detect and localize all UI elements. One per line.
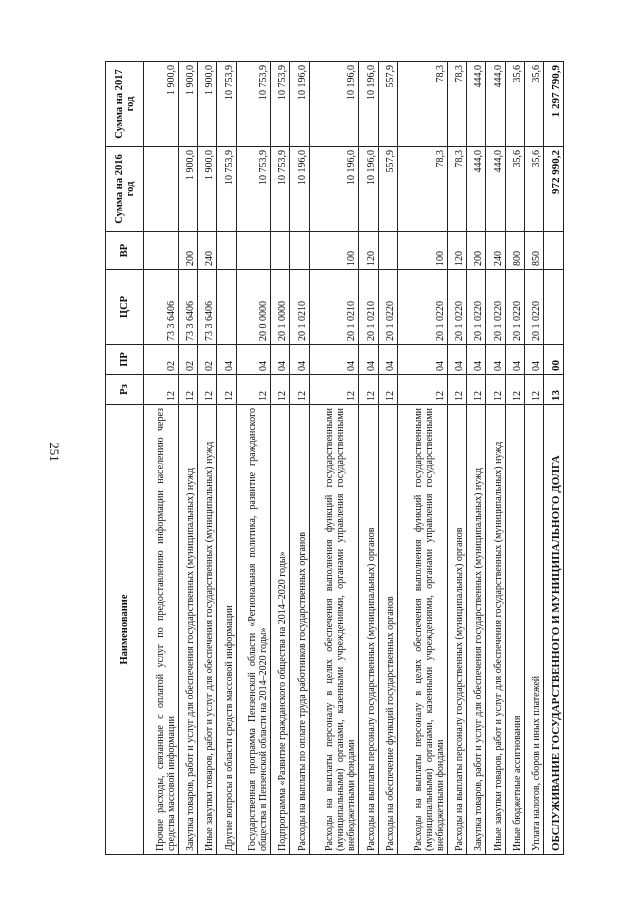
cell-sum-2016 <box>144 147 179 232</box>
cell-pr: 04 <box>236 345 271 375</box>
cell-csr <box>217 270 236 345</box>
cell-sum-2017: 10 753,9 <box>236 62 271 147</box>
table-row <box>236 62 271 855</box>
header-csr: ЦСР <box>106 270 144 345</box>
cell-sum-2017: 1 900,0 <box>197 62 216 147</box>
cell-pr: 04 <box>359 345 378 375</box>
table-row <box>525 62 544 855</box>
cell-name: Закупка товаров, работ и услуг для обеспечения государственных (муниципальных) нужд <box>467 405 486 855</box>
cell-csr: 20 0 0000 <box>236 270 271 345</box>
table-row <box>359 62 378 855</box>
cell-name: Закупка товаров, работ и услуг для обеспечения государственных (муниципальных) нужд <box>178 405 197 855</box>
table-row <box>178 62 197 855</box>
cell-vr: 100 <box>398 232 448 270</box>
cell-vr <box>217 232 236 270</box>
cell-name: Прочие расходы, связанные с оплатой услуг по предоставлению информации населению через средства массовой информации <box>144 405 179 855</box>
cell-sum-2016: 78,3 <box>447 147 466 232</box>
cell-rz: 12 <box>290 375 309 405</box>
cell-sum-2016: 1 900,0 <box>178 147 197 232</box>
table-row <box>144 62 179 855</box>
cell-sum-2017: 557,9 <box>378 62 397 147</box>
cell-sum-2017: 10 196,0 <box>309 62 359 147</box>
cell-csr: 20 1 0000 <box>271 270 290 345</box>
cell-pr: 02 <box>197 345 216 375</box>
cell-name: Расходы на выплаты персоналу государственных (муниципальных) органов <box>359 405 378 855</box>
table-row <box>290 62 309 855</box>
cell-vr <box>271 232 290 270</box>
cell-pr: 04 <box>525 345 544 375</box>
cell-sum-2016: 444,0 <box>486 147 505 232</box>
cell-vr: 100 <box>309 232 359 270</box>
cell-sum-2017: 1 900,0 <box>144 62 179 147</box>
cell-vr <box>378 232 397 270</box>
table-row <box>505 62 524 855</box>
header-pr: ПР <box>106 345 144 375</box>
table-row <box>378 62 397 855</box>
table-row <box>544 62 564 855</box>
cell-rz: 13 <box>544 375 564 405</box>
cell-pr: 04 <box>217 345 236 375</box>
cell-pr: 04 <box>398 345 448 375</box>
cell-sum-2016: 10 753,9 <box>271 147 290 232</box>
cell-vr <box>236 232 271 270</box>
cell-vr: 200 <box>178 232 197 270</box>
cell-rz: 12 <box>486 375 505 405</box>
cell-vr: 800 <box>505 232 524 270</box>
cell-sum-2016: 1 900,0 <box>197 147 216 232</box>
cell-name: Расходы на выплаты персоналу в целях обеспечения выполнения функций государственными (муниципальными) органами, казенными учреждениями, органами управления государственными внебюджетными фондами <box>309 405 359 855</box>
cell-rz: 12 <box>505 375 524 405</box>
cell-name: Иные закупки товаров, работ и услуг для обеспечения государственных (муниципальных) нужд <box>486 405 505 855</box>
cell-sum-2017: 35,6 <box>525 62 544 147</box>
header-rz: Рз <box>106 375 144 405</box>
cell-name: Иные бюджетные ассигнования <box>505 405 524 855</box>
cell-csr: 20 1 0220 <box>486 270 505 345</box>
cell-sum-2016: 557,9 <box>378 147 397 232</box>
cell-sum-2017: 1 900,0 <box>178 62 197 147</box>
cell-sum-2017: 444,0 <box>486 62 505 147</box>
cell-csr: 20 1 0210 <box>309 270 359 345</box>
table-row <box>486 62 505 855</box>
table-row <box>398 62 448 855</box>
cell-sum-2017: 10 196,0 <box>359 62 378 147</box>
budget-table <box>105 61 564 855</box>
cell-csr: 20 1 0220 <box>378 270 397 345</box>
cell-sum-2016: 10 753,9 <box>217 147 236 232</box>
cell-vr: 200 <box>467 232 486 270</box>
cell-vr: 240 <box>197 232 216 270</box>
cell-vr: 240 <box>486 232 505 270</box>
cell-csr: 20 1 0220 <box>447 270 466 345</box>
cell-rz: 12 <box>525 375 544 405</box>
cell-rz: 12 <box>309 375 359 405</box>
cell-csr: 20 1 0220 <box>525 270 544 345</box>
table-row <box>309 62 359 855</box>
cell-pr: 04 <box>447 345 466 375</box>
cell-name: Другие вопросы в области средств массовой информации <box>217 405 236 855</box>
table-row <box>217 62 236 855</box>
table-row <box>467 62 486 855</box>
cell-csr: 20 1 0220 <box>398 270 448 345</box>
cell-pr: 04 <box>309 345 359 375</box>
cell-csr: 20 1 0210 <box>359 270 378 345</box>
cell-sum-2016: 78,3 <box>398 147 448 232</box>
cell-sum-2016: 35,6 <box>505 147 524 232</box>
cell-sum-2017: 78,3 <box>398 62 448 147</box>
cell-sum-2017: 1 297 790,9 <box>544 62 564 147</box>
cell-vr <box>544 232 564 270</box>
cell-pr: 04 <box>467 345 486 375</box>
cell-pr: 04 <box>378 345 397 375</box>
table-row <box>197 62 216 855</box>
cell-csr: 20 1 0220 <box>467 270 486 345</box>
cell-sum-2017: 10 753,9 <box>217 62 236 147</box>
cell-sum-2017: 10 753,9 <box>271 62 290 147</box>
cell-csr: 20 1 0220 <box>505 270 524 345</box>
cell-sum-2016: 35,6 <box>525 147 544 232</box>
cell-rz: 12 <box>447 375 466 405</box>
cell-name: Уплата налогов, сборов и иных платежей <box>525 405 544 855</box>
cell-sum-2016: 972 990,2 <box>544 147 564 232</box>
cell-vr <box>290 232 309 270</box>
cell-csr <box>544 270 564 345</box>
cell-sum-2017: 35,6 <box>505 62 524 147</box>
cell-name: ОБСЛУЖИВАНИЕ ГОСУДАРСТВЕННОГО И МУНИЦИПАЛЬНОГО ДОЛГА <box>544 405 564 855</box>
cell-csr: 73 3 6406 <box>197 270 216 345</box>
cell-sum-2017: 10 196,0 <box>290 62 309 147</box>
cell-sum-2016: 10 753,9 <box>236 147 271 232</box>
cell-rz: 12 <box>467 375 486 405</box>
header-sum-2017: Сумма на 2017 год <box>106 62 144 147</box>
cell-vr: 120 <box>447 232 466 270</box>
cell-rz: 12 <box>197 375 216 405</box>
cell-vr: 850 <box>525 232 544 270</box>
header-sum-2016: Сумма на 2016 год <box>106 147 144 232</box>
table-row <box>271 62 290 855</box>
cell-rz: 12 <box>236 375 271 405</box>
cell-rz: 12 <box>359 375 378 405</box>
header-row <box>106 62 144 855</box>
header-name: Наименование <box>106 405 144 855</box>
page-number: 251 <box>47 442 62 462</box>
cell-name: Государственная программа Пензенской области «Региональная политика, развитие гражданского общества в Пензенской области на 2014–2020 годы» <box>236 405 271 855</box>
cell-name: Расходы на выплаты по оплате труда работников государственных органов <box>290 405 309 855</box>
cell-rz: 12 <box>178 375 197 405</box>
cell-rz: 12 <box>271 375 290 405</box>
cell-sum-2016: 10 196,0 <box>309 147 359 232</box>
table-row <box>447 62 466 855</box>
cell-csr: 73 3 6406 <box>178 270 197 345</box>
cell-name: Расходы на обеспечение функций государственных органов <box>378 405 397 855</box>
header-vr: ВР <box>106 232 144 270</box>
cell-pr: 04 <box>290 345 309 375</box>
cell-pr: 00 <box>544 345 564 375</box>
cell-name: Иные закупки товаров, работ и услуг для обеспечения государственных (муниципальных) нужд <box>197 405 216 855</box>
cell-name: Подпрограмма «Развитие гражданского общества на 2014–2020 годы» <box>271 405 290 855</box>
cell-rz: 12 <box>217 375 236 405</box>
cell-sum-2016: 10 196,0 <box>359 147 378 232</box>
cell-pr: 04 <box>505 345 524 375</box>
cell-pr: 04 <box>486 345 505 375</box>
cell-sum-2017: 444,0 <box>467 62 486 147</box>
cell-pr: 04 <box>271 345 290 375</box>
cell-sum-2016: 10 196,0 <box>290 147 309 232</box>
cell-csr: 73 3 6406 <box>144 270 179 345</box>
cell-rz: 12 <box>378 375 397 405</box>
cell-sum-2017: 78,3 <box>447 62 466 147</box>
cell-pr: 02 <box>144 345 179 375</box>
cell-sum-2016: 444,0 <box>467 147 486 232</box>
cell-rz: 12 <box>398 375 448 405</box>
cell-rz: 12 <box>144 375 179 405</box>
cell-name: Расходы на выплаты персоналу государственных (муниципальных) органов <box>447 405 466 855</box>
cell-vr <box>144 232 179 270</box>
cell-pr: 02 <box>178 345 197 375</box>
cell-csr: 20 1 0210 <box>290 270 309 345</box>
cell-vr: 120 <box>359 232 378 270</box>
rotated-table-wrapper <box>105 62 564 855</box>
cell-name: Расходы на выплаты персоналу в целях обеспечения выполнения функций государственными (муниципальными) органами, казенными учреждениями, органами управления государственными внебюджетными фондами <box>398 405 448 855</box>
